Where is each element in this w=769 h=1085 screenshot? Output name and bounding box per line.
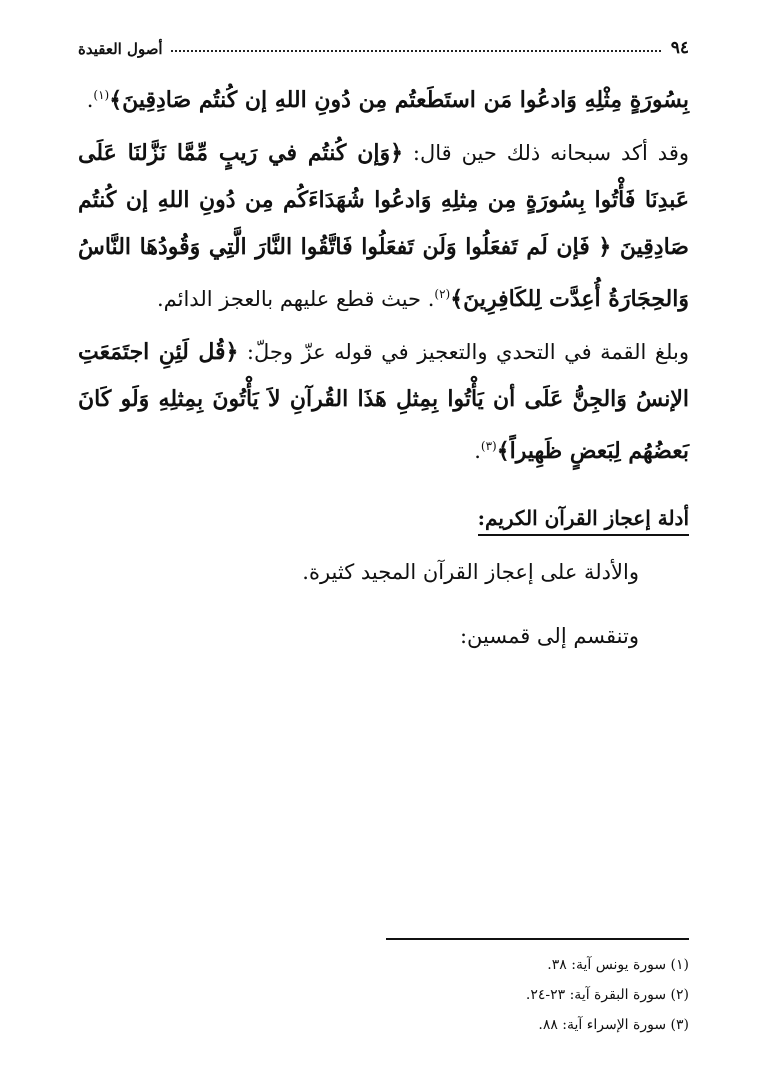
paragraph-2-end: . حيث قطع عليهم بالعجز الدائم. (156, 287, 435, 311)
footnote-ref-1: (١) (93, 88, 110, 102)
footnote-2: (٢) سورة البقرة آية: ٢٣-٢٤. (525, 987, 689, 1003)
paragraph-3-end: . (474, 439, 481, 463)
paragraph-2-intro: وقد أكد سبحانه ذلك حين قال: (402, 141, 689, 165)
paragraph-1 (78, 72, 689, 124)
paragraph-3 (78, 329, 689, 475)
page-number: ٩٤ (670, 38, 689, 58)
footnote-separator (386, 938, 689, 940)
paragraph-3-intro: وبلغ القمة في التحدي والتعجيز في قوله عزّ وجلّ: (238, 340, 689, 364)
book-title: أصول العقيدة (78, 40, 163, 58)
footnotes (526, 950, 689, 1040)
section-heading: أدلة إعجاز القرآن الكريم: (478, 506, 689, 536)
running-header (78, 30, 689, 58)
paragraph-1-end: . (86, 88, 94, 112)
section-line-2: وتنقسم إلى قمسين: (459, 624, 639, 648)
footnote-3: (٣) سورة الإسراء آية: ٨٨. (538, 1017, 689, 1033)
footnote-ref-2: (٢) (434, 287, 451, 301)
section-line-1: والأدلة على إعجاز القرآن المجيد كثيرة. (302, 560, 639, 584)
quran-verse: ﴿قُل لَئِنِ اجتَمَعَتِ الإنسُ وَالجِنُّ عَلَى أن يَأْتُوا بِمِثلِ هَذَا القُرآنِ لاَ يَأْتُونَ بِمِثلِهِ وَلَو كَانَ بَعضُهُم لِبَعضٍ ظَهِيراً﴾ (78, 339, 689, 464)
footnote-ref-3: (٣) (480, 439, 497, 453)
paragraph-2 (78, 130, 689, 323)
header-leader-dots (171, 50, 661, 52)
quran-verse: بِسُورَةٍ مِثْلِهِ وَادعُوا مَن استَطَعتُم مِن دُونِ اللهِ إن كُنتُم صَادِقِينَ﴾ (109, 87, 689, 113)
quran-verse: ﴿وَإن كُنتُم في رَيبٍ مِّمَّا نَزَّلنَا عَلَى عَبدِنَا فَأْتُوا بِسُورَةٍ مِن مِثلِهِ وَادعُوا شُهَدَاءَكُم مِن دُونِ اللهِ إن كُنتُم صَادِقِينَ ﴿ فَإن لَم تَفعَلُوا وَلَن تَفعَلُوا فَاتَّقُوا النَّارَ الَّتِي وَقُودُهَا النَّاسُ وَالحِجَارَةُ أُعِدَّت لِلكَافِرِينَ﴾ (78, 140, 689, 312)
footnote-1: (١) سورة يونس آية: ٣٨. (547, 957, 689, 973)
main-text (78, 72, 689, 475)
